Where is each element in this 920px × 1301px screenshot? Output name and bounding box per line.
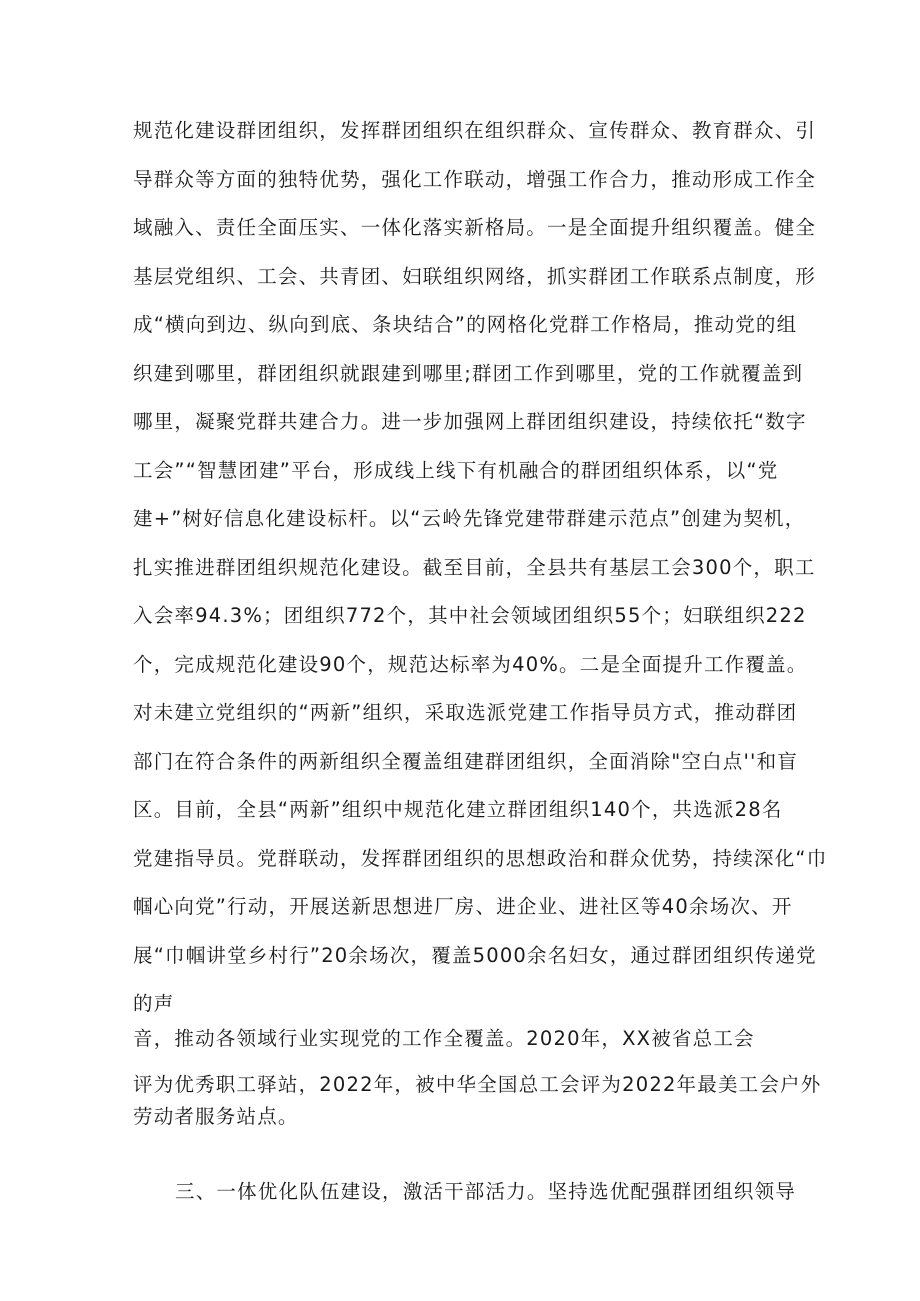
text-line: 部门在符合条件的两新组织全覆盖组建群团组织，全面消除"空白点''和盲	[133, 750, 798, 773]
text-line: 展“巾帼讲堂乡村行”20余场次，覆盖5000余名妇女，通过群团组织传递党	[133, 944, 817, 967]
text-line: 劳动者服务站点。	[133, 1105, 299, 1128]
text-line: 规范化建设群团组织，发挥群团组织在组织群众、宣传群众、教育群众、引	[133, 119, 817, 142]
text-line: 的声	[133, 992, 175, 1015]
text-line: 帼心向党”行动，开展送新思想进厂房、进企业、进社区等40余场次、开	[133, 895, 793, 918]
text-line: 建+”树好信息化建设标杆。以“云岭先锋党建带群建示范点”创建为契机，	[133, 507, 806, 530]
text-line: 域融入、责任全面压实、一体化落实新格局。一是全面提升组织覆盖。健全	[133, 216, 817, 239]
text-line: 工会”“智慧团建”平台，形成线上线下有机融合的群团组织体系，以“党	[133, 459, 779, 482]
text-line: 扎实推进群团组织规范化建设。截至目前，全县共有基层工会300个，职工	[133, 556, 816, 579]
text-line: 成“横向到边、纵向到底、条块结合”的网格化党群工作格局，推动党的组	[133, 313, 798, 336]
text-line: 织建到哪里，群团组织就跟建到哪里;群团工作到哪里，党的工作就覆盖到	[133, 362, 804, 385]
text-line: 入会率94.3%；团组织772个，其中社会领域团组织55个；妇联组织222	[133, 604, 807, 627]
text-line: 哪里，凝聚党群共建合力。进一步加强网上群团组织建设，持续依托“数字	[133, 410, 807, 433]
text-line: 导群众等方面的独特优势，强化工作联动，增强工作合力，推动形成工作全	[133, 168, 817, 191]
text-line: 区。目前，全县“两新”组织中规范化建立群团组织140个，共选派28名	[133, 798, 783, 821]
text-line: 个，完成规范化建设90个，规范达标率为40%。二是全面提升工作覆盖。	[133, 653, 808, 676]
text-line: 评为优秀职工驿站，2022年，被中华全国总工会评为2022年最美工会户外	[133, 1073, 822, 1096]
text-line: 音，推动各领域行业实现党的工作全覆盖。2020年，XX被省总工会	[133, 1027, 755, 1050]
text-line: 党建指导员。党群联动，发挥群团组织的思想政治和群众优势，持续深化“巾	[133, 847, 828, 870]
section-heading-line: 三、一体优化队伍建设，激活干部活力。坚持选优配强群团组织领导	[175, 1180, 797, 1203]
text-line: 对未建立党组织的“两新”组织，采取选派党建工作指导员方式，推动群团	[133, 701, 798, 724]
text-line: 基层党组织、工会、共青团、妇联组织网络，抓实群团工作联系点制度，形	[133, 265, 817, 288]
